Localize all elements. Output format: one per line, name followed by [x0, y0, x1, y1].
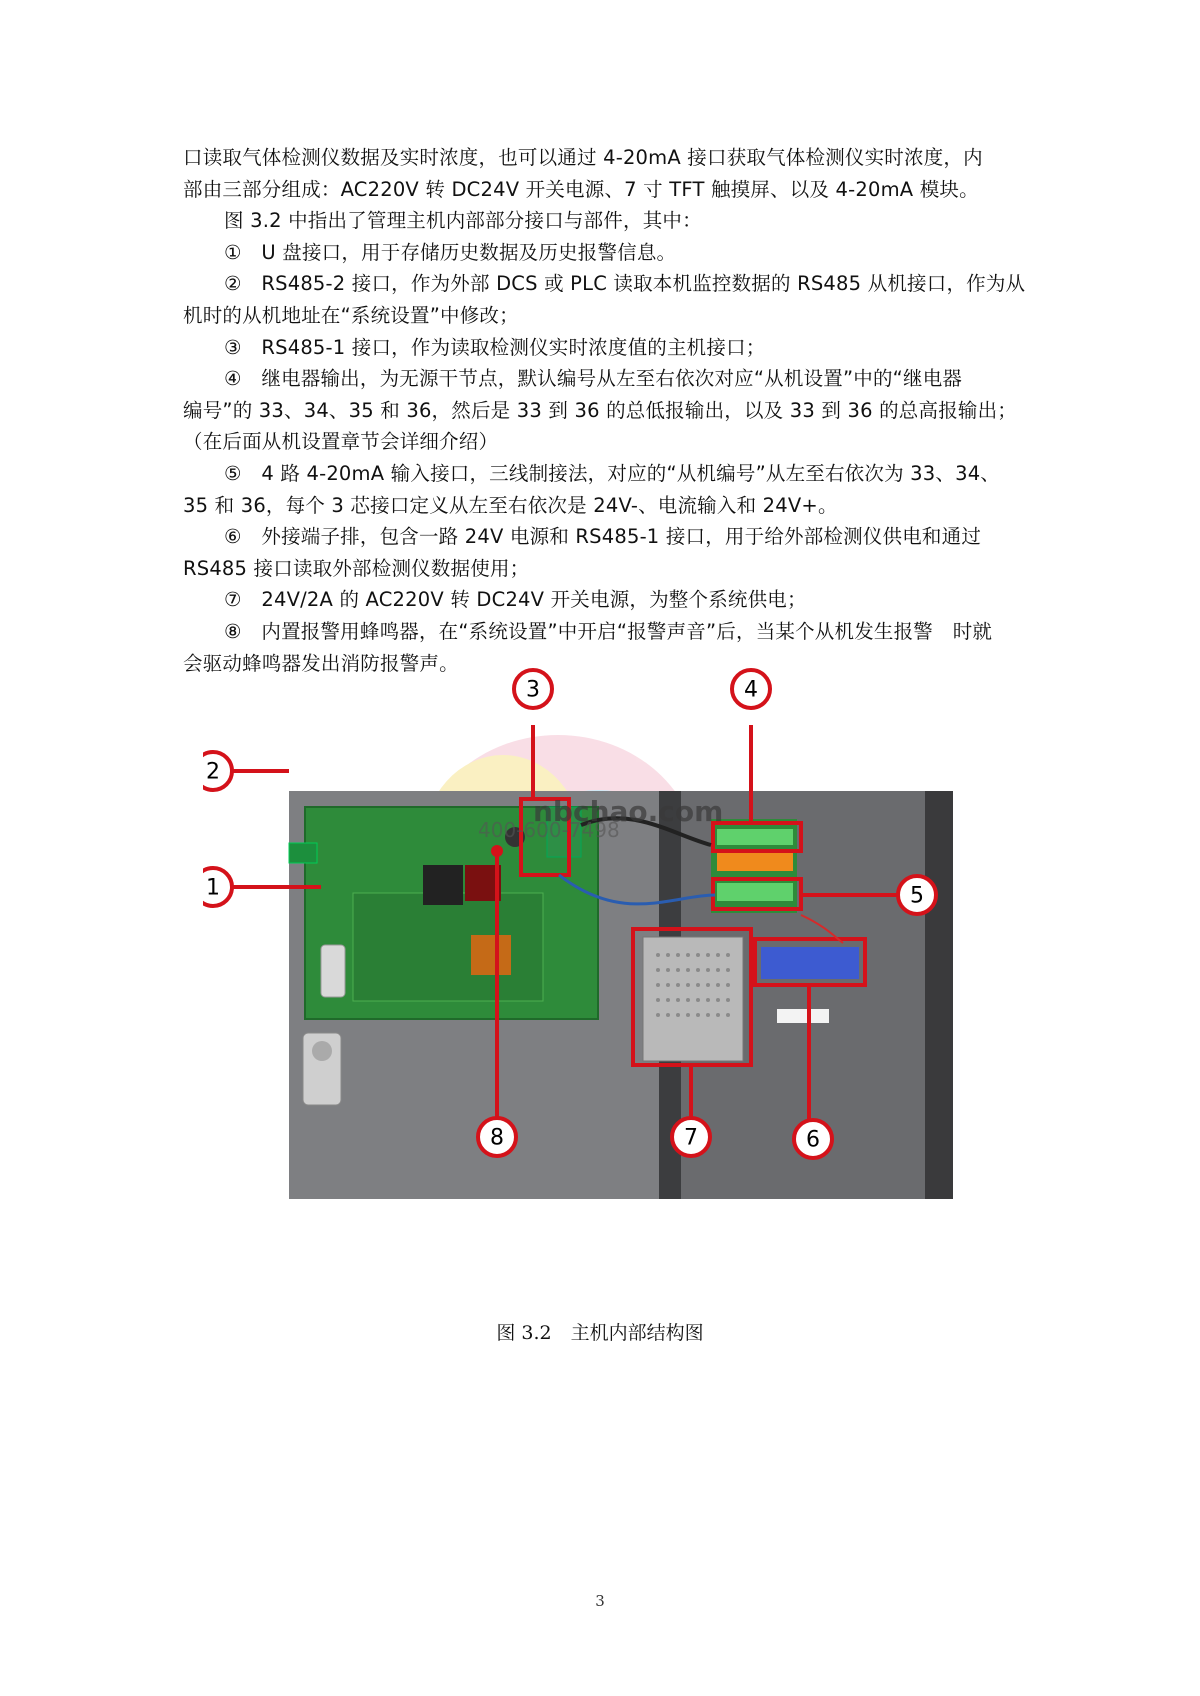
list-item-5: ⑤ 4 路 4-20mA 输入接口，三线制接法，对应的“从机编号”从左至右依次为 33、34、	[224, 461, 1001, 485]
list-item-7: ⑦ 24V/2A 的 AC220V 转 DC24V 开关电源，为整个系统供电；	[224, 588, 807, 612]
figure-caption: 图 3.2 主机内部结构图	[496, 1322, 704, 1344]
paragraph-line: 部由三部分组成：AC220V 转 DC24V 开关电源、7 寸 TFT 触摸屏、以及 4-20mA 模块。	[183, 177, 979, 201]
buzzer-marker	[491, 845, 503, 857]
list-item-6-cont: RS485 接口读取外部检测仪数据使用；	[183, 556, 530, 580]
label-sticker	[777, 1009, 829, 1023]
analog-input-terminals	[717, 883, 793, 901]
callout-6-label: 6	[806, 1127, 820, 1153]
lock-cylinder	[312, 1041, 332, 1061]
host-internal-structure-figure	[203, 677, 963, 1265]
list-item-6: ⑥ 外接端子排，包含一路 24V 电源和 RS485-1 接口，用于给外部检测仪供电和通过	[224, 525, 982, 549]
rs485-2-connector	[289, 843, 317, 863]
callout-8	[478, 1118, 516, 1156]
chip	[423, 865, 463, 905]
paragraph-line: 图 3.2 中指出了管理主机内部部分接口与部件，其中：	[224, 209, 702, 233]
watermark-phone: 400-600-7498	[478, 818, 620, 842]
callout-7	[672, 1118, 710, 1156]
body-text	[183, 142, 1035, 679]
usb-drive	[321, 945, 345, 997]
callout-4-label: 4	[744, 677, 758, 703]
list-item-8-cont: 会驱动蜂鸣器发出消防报警声。	[183, 651, 459, 675]
figure-illustration	[203, 725, 963, 1265]
terminal-strip	[761, 947, 859, 979]
list-item-4: ④ 继电器输出，为无源干节点，默认编号从左至右依次对应“从机设置”中的“继电器	[224, 367, 963, 391]
list-item-2-cont: 机时的从机地址在“系统设置”中修改；	[183, 303, 519, 327]
list-item-4-cont: 编号”的 33、34、35 和 36，然后是 33 到 36 的总低报输出，以及 33 到 36 的总高报输出；	[183, 398, 1017, 422]
callout-2	[203, 752, 232, 790]
display-back	[353, 893, 543, 1001]
top-callout-4	[721, 659, 841, 719]
list-item-4-note: （在后面从机设置章节会详细介绍）	[183, 430, 499, 454]
callout-1	[203, 868, 232, 906]
callout-6	[794, 1120, 832, 1158]
list-item-5-cont: 35 和 36，每个 3 芯接口定义从左至右依次是 24V-、电流输入和 24V+。	[183, 493, 838, 517]
callout-8-label: 8	[490, 1125, 504, 1151]
top-callout-3	[503, 659, 623, 719]
relay-terminals	[717, 829, 793, 845]
list-item-3: ③ RS485-1 接口，作为读取检测仪实时浓度值的主机接口；	[224, 335, 766, 359]
callout-2-label: 2	[206, 759, 220, 785]
watermark-text: nbchao.com	[533, 795, 724, 828]
list-item-2: ② RS485-2 接口，作为外部 DCS 或 PLC 读取本机监控数据的 RS485 从机接口，作为从	[224, 272, 1026, 296]
callout-5-label: 5	[910, 883, 924, 909]
callout-1-label: 1	[206, 875, 220, 901]
page-number: 3	[595, 1592, 605, 1610]
relays	[717, 851, 793, 871]
cabinet-side	[925, 791, 953, 1199]
flex-cable	[471, 935, 511, 975]
callout-5	[898, 876, 936, 914]
list-item-1: ① U 盘接口，用于存储历史数据及历史报警信息。	[224, 240, 677, 264]
list-item-8: ⑧ 内置报警用蜂鸣器，在“系统设置”中开启“报警声音”后，当某个从机发生报警 时就	[224, 619, 993, 643]
callout-7-label: 7	[684, 1125, 698, 1151]
paragraph-line: 口读取气体检测仪数据及实时浓度，也可以通过 4-20mA 接口获取气体检测仪实时浓度，内	[183, 146, 983, 169]
callout-3-label: 3	[526, 677, 540, 703]
